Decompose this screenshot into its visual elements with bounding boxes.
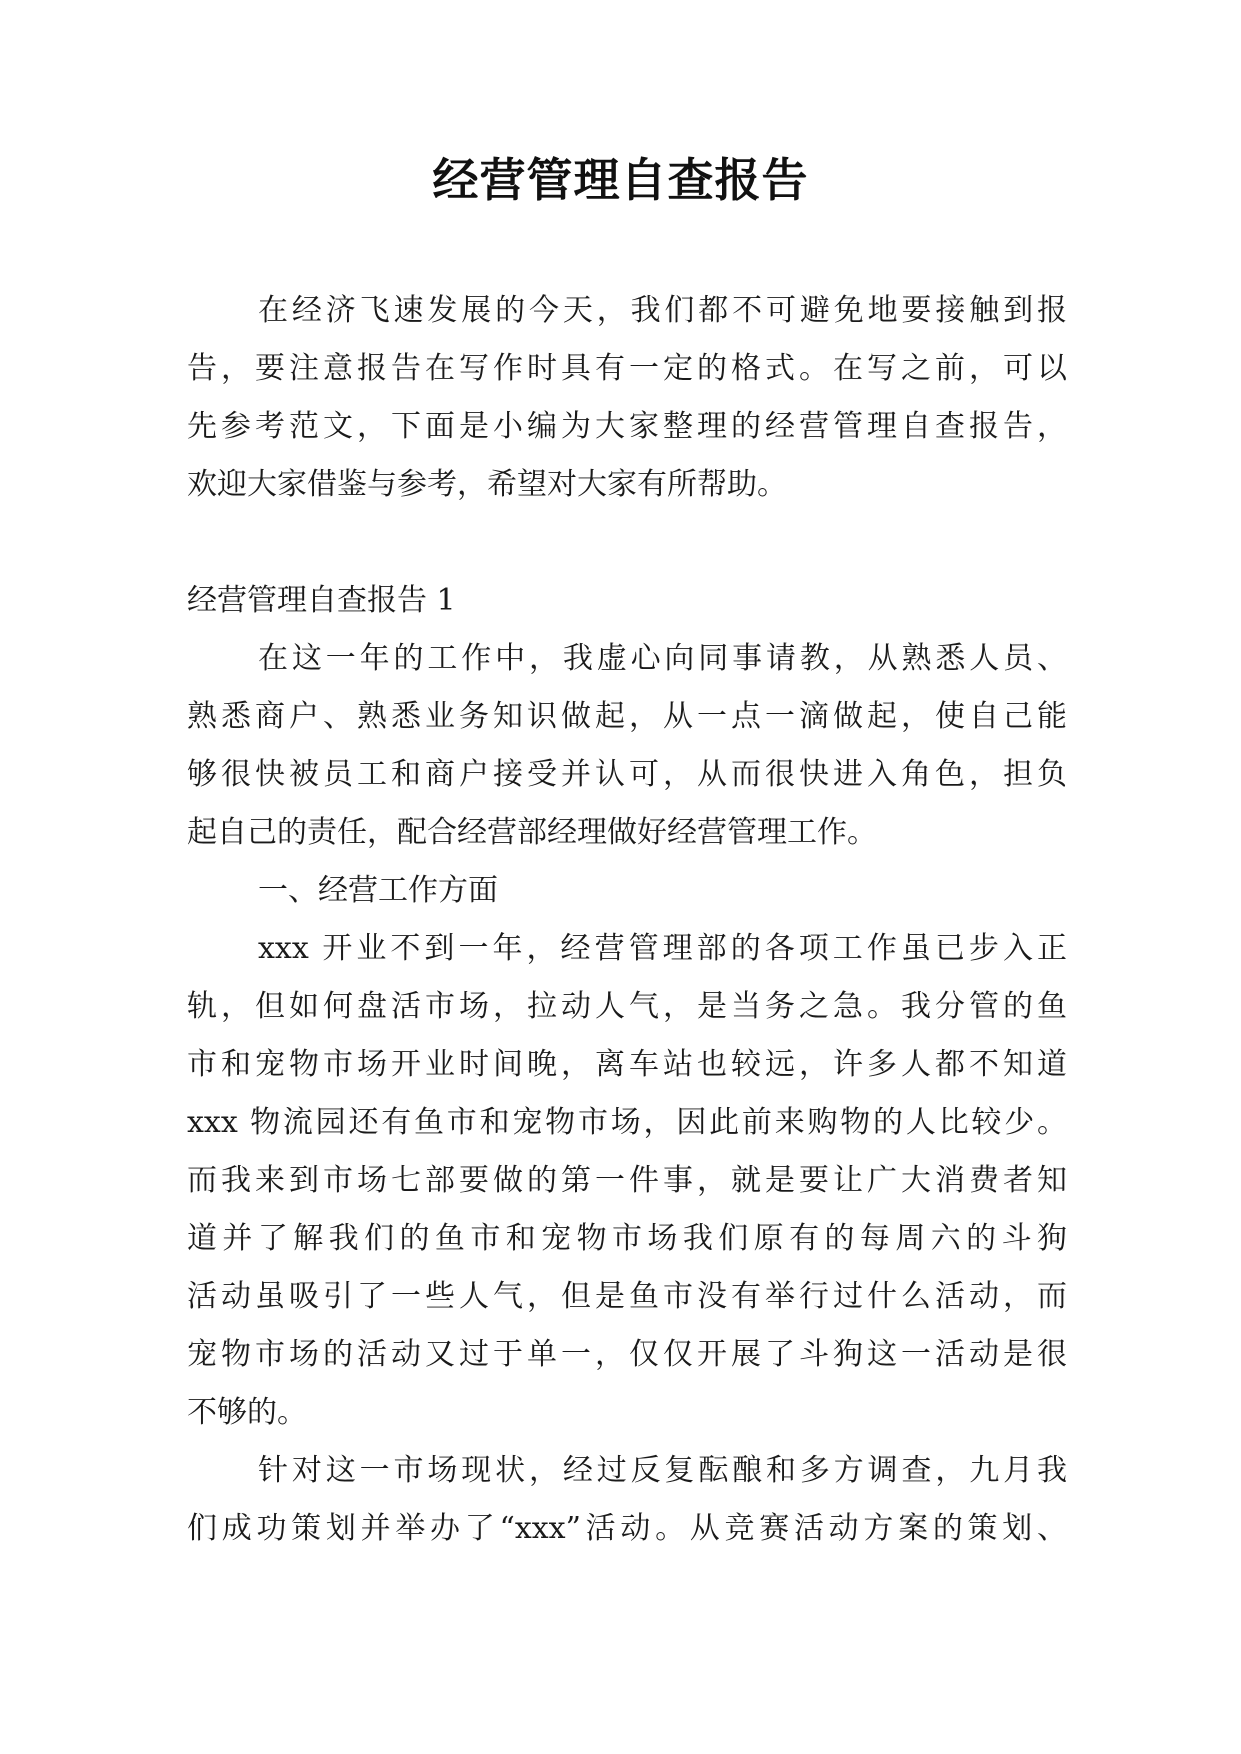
paragraph-line: 告，要注意报告在写作时具有一定的格式。在写之前，可以 bbox=[187, 351, 1067, 386]
paragraph-line: 宠物市场的活动又过于单一，仅仅开展了斗狗这一活动是很 bbox=[187, 1337, 1067, 1372]
paragraph-line: 先参考范文，下面是小编为大家整理的经营管理自查报告， bbox=[187, 409, 1067, 444]
intro-paragraph bbox=[187, 282, 1067, 514]
paragraph-line: 针对这一市场现状，经过反复酝酿和多方调查，九月我 bbox=[258, 1453, 1067, 1488]
paragraph-line: 在这一年的工作中，我虚心向同事请教，从熟悉人员、 bbox=[258, 641, 1067, 676]
paragraph-line: xxx 物流园还有鱼市和宠物市场，因此前来购物的人比较少。 bbox=[187, 1105, 1067, 1140]
paragraph-line: 轨，但如何盘活市场，拉动人气，是当务之急。我分管的鱼 bbox=[187, 989, 1067, 1024]
paragraph-line: 而我来到市场七部要做的第一件事，就是要让广大消费者知 bbox=[187, 1163, 1067, 1198]
paragraph-line: 不够的。 bbox=[187, 1395, 307, 1430]
paragraph-3 bbox=[187, 1442, 1067, 1558]
subheading: 一、经营工作方面 bbox=[258, 873, 498, 908]
section-title: 经营管理自查报告 1 bbox=[187, 583, 456, 618]
paragraph-line: 够很快被员工和商户接受并认可，从而很快进入角色，担负 bbox=[187, 757, 1067, 792]
paragraph-line: 道并了解我们的鱼市和宠物市场我们原有的每周六的斗狗 bbox=[187, 1221, 1067, 1256]
paragraph-line: xxx 开业不到一年，经营管理部的各项工作虽已步入正 bbox=[258, 931, 1067, 966]
paragraph-line: 在经济飞速发展的今天，我们都不可避免地要接触到报 bbox=[258, 293, 1067, 328]
paragraph-line: 欢迎大家借鉴与参考，希望对大家有所帮助。 bbox=[187, 467, 787, 502]
section-gap bbox=[187, 514, 1067, 572]
paragraph-2 bbox=[187, 920, 1067, 1442]
document-body bbox=[187, 282, 1067, 1558]
paragraph-1 bbox=[187, 630, 1067, 862]
paragraph-line: 们成功策划并举办了“xxx”活动。从竞赛活动方案的策划、 bbox=[187, 1511, 1067, 1546]
paragraph-line: 熟悉商户、熟悉业务知识做起，从一点一滴做起，使自己能 bbox=[187, 699, 1067, 734]
paragraph-line: 起自己的责任，配合经营部经理做好经营管理工作。 bbox=[187, 815, 877, 850]
paragraph-line: 活动虽吸引了一些人气，但是鱼市没有举行过什么活动，而 bbox=[187, 1279, 1067, 1314]
document-title: 经营管理自查报告 bbox=[432, 153, 809, 207]
paragraph-line: 市和宠物市场开业时间晚，离车站也较远，许多人都不知道 bbox=[187, 1047, 1067, 1082]
